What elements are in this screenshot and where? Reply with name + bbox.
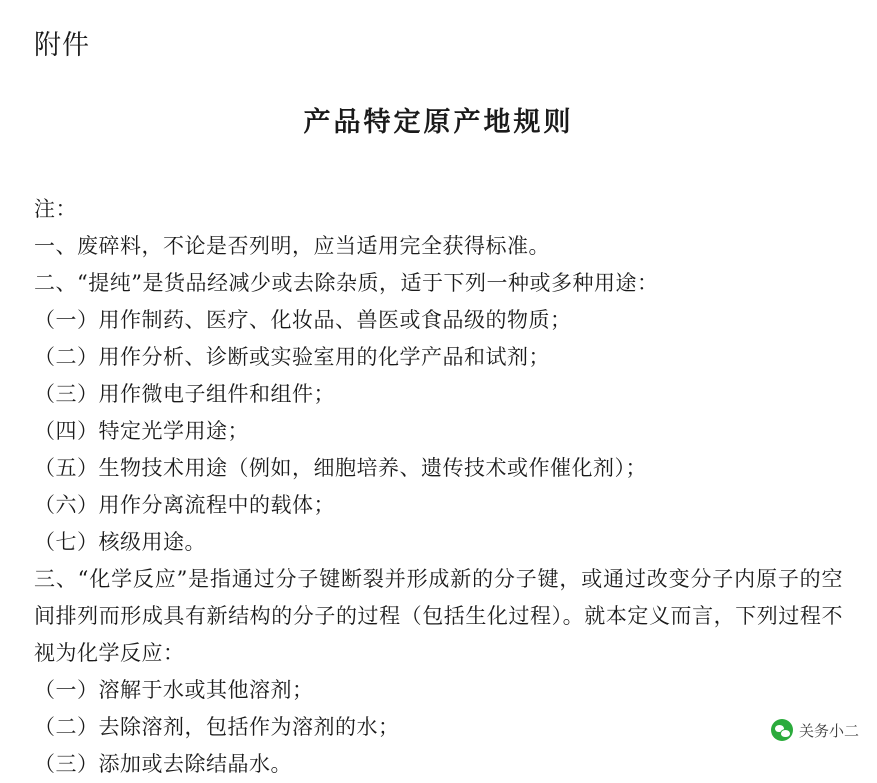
paragraph: 一、废碎料，不论是否列明，应当适用完全获得标准。 xyxy=(34,234,550,259)
document-body xyxy=(34,191,843,783)
attachment-label: 附件 xyxy=(34,30,90,61)
wechat-account-badge xyxy=(771,719,859,741)
paragraph: （一）溶解于水或其他溶剂； xyxy=(34,678,314,703)
paragraph: （五）生物技术用途（例如，细胞培养、遗传技术或作催化剂）； xyxy=(34,456,647,481)
paragraph: 注： xyxy=(34,197,77,222)
wechat-icon xyxy=(771,719,793,741)
paragraph: （三）用作微电子组件和组件； xyxy=(34,382,335,407)
page-title: 产品特定原产地规则 xyxy=(303,107,574,139)
paragraph: （二）用作分析、诊断或实验室用的化学产品和试剂； xyxy=(34,345,550,370)
paragraph: （六）用作分离流程中的载体； xyxy=(34,493,335,518)
paragraph: （三）添加或去除结晶水。 xyxy=(34,752,292,777)
paragraph: （四）特定光学用途； xyxy=(34,419,249,444)
paragraph: 二、“提纯”是货品经减少或去除杂质，适于下列一种或多种用途： xyxy=(34,271,659,296)
paragraph: （七）核级用途。 xyxy=(34,530,206,555)
paragraph: （一）用作制药、医疗、化妆品、兽医或食品级的物质； xyxy=(34,308,572,333)
paragraph: （二）去除溶剂，包括作为溶剂的水； xyxy=(34,715,400,740)
wechat-account-name: 关务小二 xyxy=(798,721,859,740)
paragraph: 三、“化学反应”是指通过分子键断裂并形成新的分子键，或通过改变分子内原子的空间排列而形成具有新结构的分子的过程（包括生化过程）。就本定义而言，下列过程不视为化学反应： xyxy=(34,567,843,666)
